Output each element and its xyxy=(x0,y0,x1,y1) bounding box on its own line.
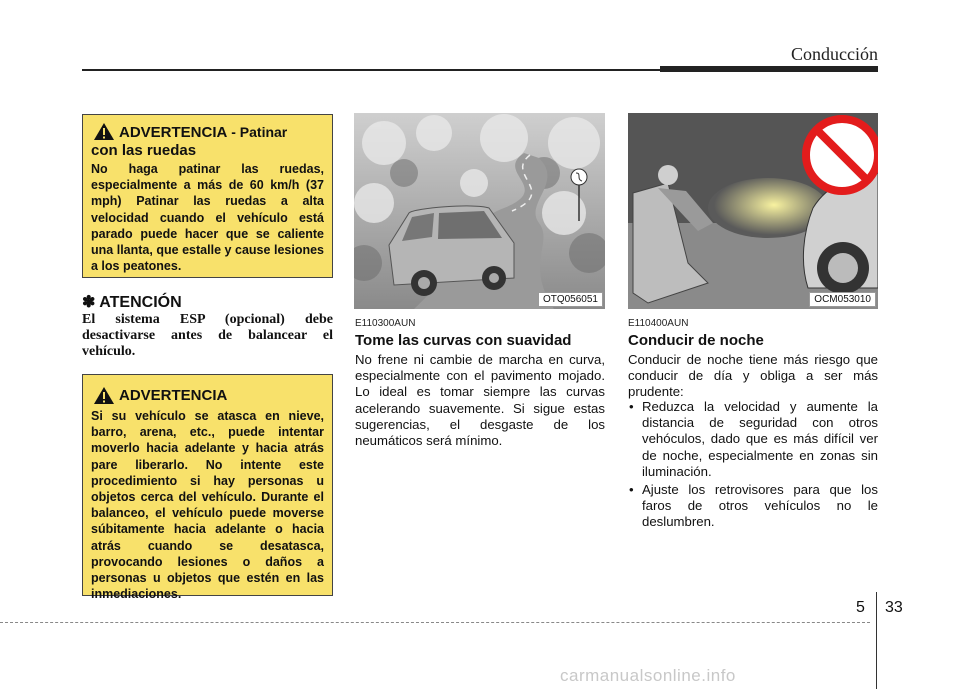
warning-subtitle-b: con las ruedas xyxy=(91,142,197,159)
list-item: • Reduzca la velocidad y aumente la distancia de seguridad con otros vehóculos, dado que es más difícil ver de noche, especialmente en zonas sin iluminación. xyxy=(628,399,878,480)
curves-illustration xyxy=(354,113,605,309)
warning-triangle-icon xyxy=(93,122,115,141)
page-number: 33 xyxy=(885,599,903,616)
watermark: carmanualsonline.info xyxy=(560,666,736,685)
warning-title xyxy=(119,387,324,405)
warning-title-text: ADVERTENCIA xyxy=(119,124,228,141)
night-headlights-image xyxy=(628,113,878,309)
chapter-number: 5 xyxy=(856,599,865,616)
warning-subtitle-a: - Patinar xyxy=(227,124,288,140)
header-bar xyxy=(660,66,878,72)
header-rule xyxy=(82,69,660,71)
section-title-curves: Tome las curvas con suavidad xyxy=(355,332,572,349)
attention-title: ATENCIÓN xyxy=(99,294,182,311)
attention-heading xyxy=(82,292,182,312)
section-code: E110300AUN xyxy=(355,318,416,329)
warning-box-stuck xyxy=(82,374,333,602)
warning-body: No haga patinar las ruedas, especialmente a más de 60 km/h (37 mph) Patinar las ruedas a alta velocidad cuando el vehículo está parado puede hacer que se caliente una llanta, que estalle y cause lesiones a los peatones. xyxy=(91,162,324,274)
night-driving-illustration xyxy=(628,113,878,309)
curves-paragraph: No frene ni cambie de marcha en curva, especialmente con el pavimento mojado. Lo ideal es tomar siempre las curvas acelerando suavemente. Si sigue estas sugerencias, el desgaste de los neumáticos será mínimo. xyxy=(355,352,605,449)
warning-body: Si su vehículo se atasca en nieve, barro, arena, etc., puede intentar moverlo hacia adelante y hacia atrás pare liberarlo. No intente este procedimiento si hay personas u objetos cerca del vehículo. Durante el balanceo, el vehículo puede moverse súbitamente hacia adelante o hacia atrás cuando se desatasca, provocando lesiones o daños a personas u objetos que estén en las inmediaciones. xyxy=(91,409,324,602)
warning-triangle-icon xyxy=(93,386,115,405)
winding-road-van-image xyxy=(354,113,605,309)
footer-divider xyxy=(876,592,877,689)
warning-box-wheelspin xyxy=(82,114,333,278)
section-code: E110400AUN xyxy=(628,318,689,329)
attention-body: El sistema ESP (opcional) debe desactivarse antes de balancear el vehículo. xyxy=(82,312,333,359)
attention-asterisk-icon: ✽ xyxy=(82,294,96,311)
section-title-night: Conducir de noche xyxy=(628,332,764,349)
night-bullet-list xyxy=(628,397,878,531)
warning-title xyxy=(119,123,324,142)
warning-title-text: ADVERTENCIA xyxy=(119,387,228,404)
page-header-title: Conducción xyxy=(791,44,878,64)
night-intro-paragraph: Conducir de noche tiene más riesgo que conducir de día y obliga a ser más prudente: xyxy=(628,352,878,400)
image-caption: OTQ056051 xyxy=(538,292,603,307)
list-item: • Ajuste los retrovisores para que los faros de otros vehículos no le deslumbren. xyxy=(628,482,878,531)
footer-dashed-line xyxy=(0,622,870,623)
image-caption: OCM053010 xyxy=(809,292,876,307)
